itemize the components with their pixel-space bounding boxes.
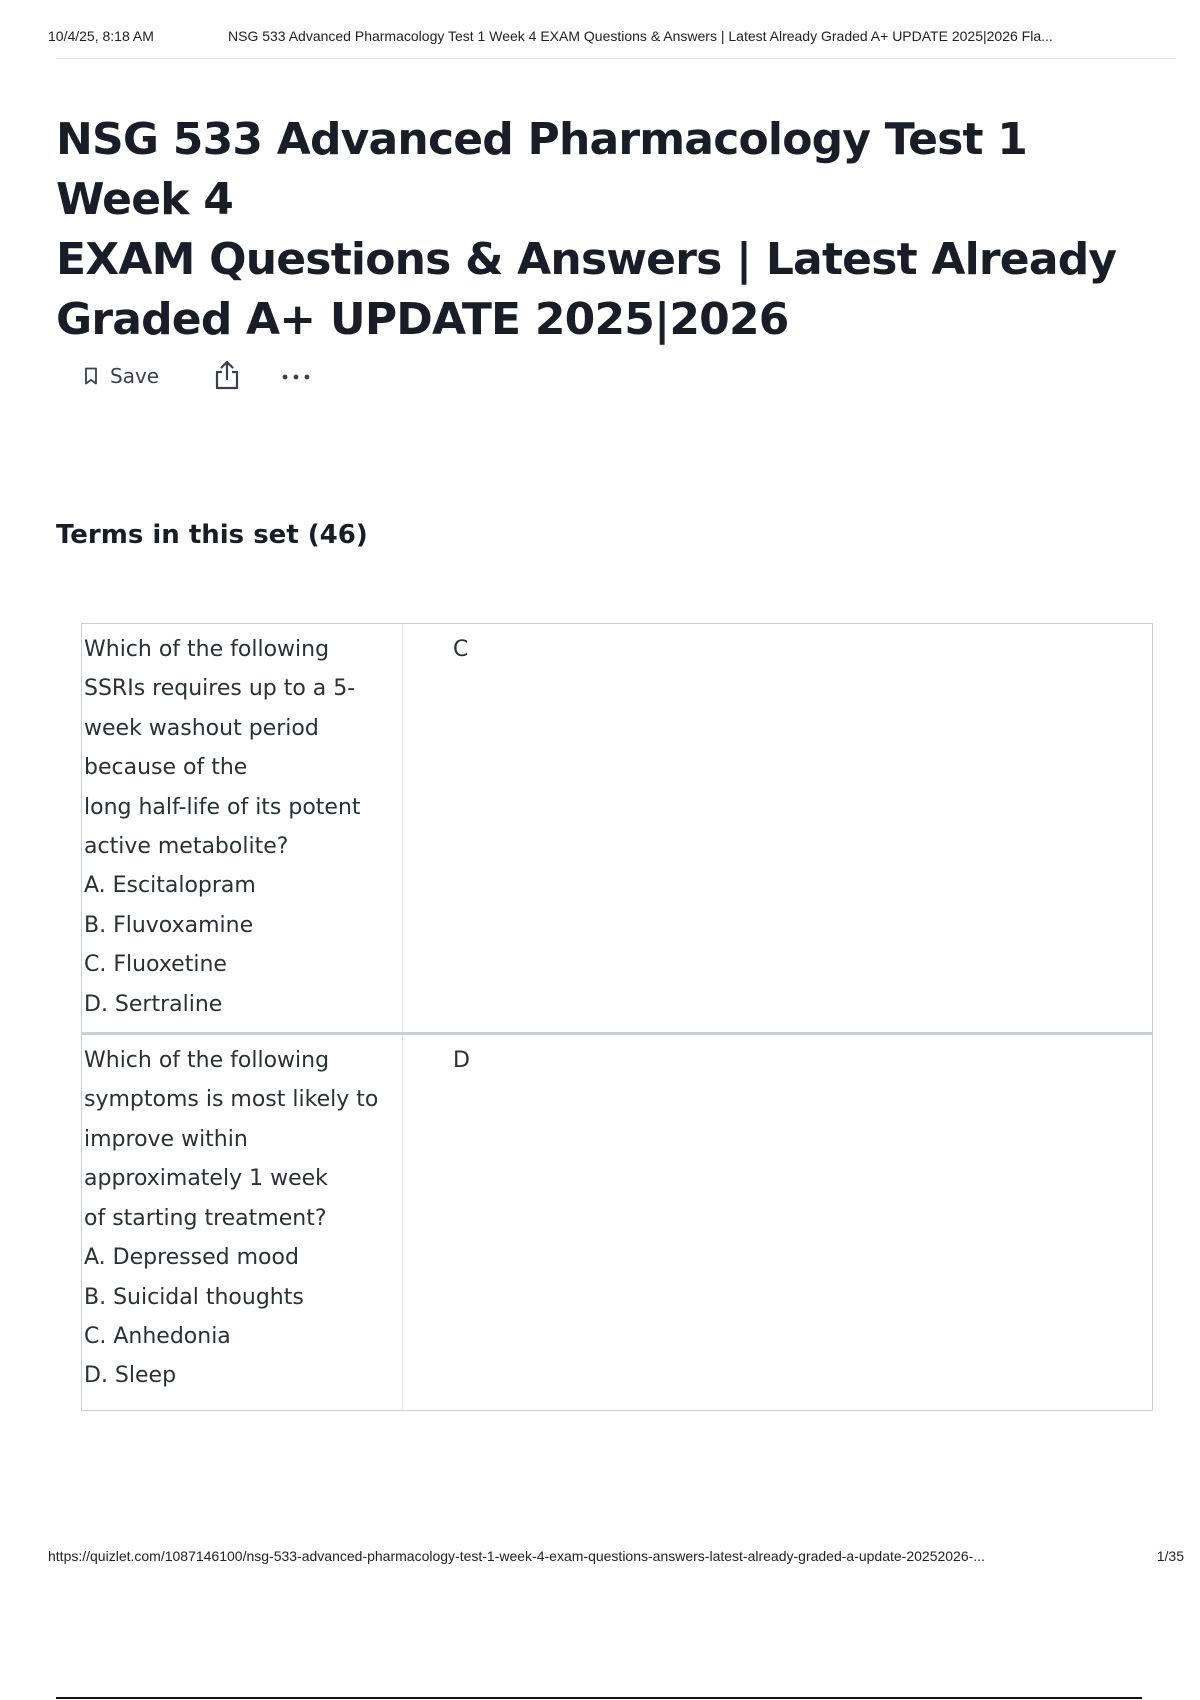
term-card[interactable] <box>81 1033 1153 1411</box>
print-timestamp: 10/4/25, 8:18 AM <box>48 28 154 44</box>
page-title-line: EXAM Questions & Answers | Latest Already <box>56 234 1117 285</box>
terms-list <box>81 623 1153 1411</box>
answer-option: C. Anhedonia <box>84 1323 231 1349</box>
answer-option: D. Sertraline <box>84 991 223 1017</box>
more-options-button[interactable] <box>281 369 311 384</box>
answer-option: B. Suicidal thoughts <box>84 1284 304 1310</box>
answer-option: C. Fluoxetine <box>84 952 227 978</box>
term-question <box>82 624 403 1032</box>
page-title-line: NSG 533 Advanced Pharmacology Test 1 Week 4 <box>56 114 1028 225</box>
save-button-label: Save <box>110 364 160 388</box>
share-icon <box>213 360 241 393</box>
question-line: week washout period <box>84 715 319 741</box>
print-doc-title: NSG 533 Advanced Pharmacology Test 1 Week 4 EXAM Questions & Answers | Latest Already Graded A+ UPDATE 2025|2026 Fla... <box>228 28 1053 44</box>
set-toolbar <box>84 358 311 394</box>
term-question <box>82 1035 403 1410</box>
page-title <box>56 110 1166 350</box>
term-answer: C <box>453 637 469 662</box>
question-line: symptoms is most likely to <box>84 1087 379 1113</box>
question-line: Which of the following <box>84 1048 330 1074</box>
question-line: active metabolite? <box>84 834 289 860</box>
page-title-line: Graded A+ UPDATE 2025|2026 <box>56 294 789 345</box>
question-line: improve within <box>84 1126 248 1152</box>
page-bottom-divider <box>56 1697 1142 1699</box>
question-line: SSRIs requires up to a 5- <box>84 676 356 702</box>
answer-option: A. Depressed mood <box>84 1245 299 1271</box>
save-button[interactable] <box>84 364 159 388</box>
answer-option: B. Fluvoxamine <box>84 912 254 938</box>
share-button[interactable] <box>213 360 241 393</box>
bookmark-icon <box>84 367 98 385</box>
header-divider <box>56 58 1176 59</box>
page-number: 1/35 <box>1156 1548 1184 1564</box>
question-line: approximately 1 week <box>84 1166 328 1192</box>
term-card[interactable] <box>81 623 1153 1033</box>
answer-option: A. Escitalopram <box>84 873 256 899</box>
question-line: Which of the following <box>84 637 330 662</box>
print-url: https://quizlet.com/1087146100/nsg-533-advanced-pharmacology-test-1-week-4-exam-questions-answers-latest-already-graded-a-update-20252026-... <box>48 1548 985 1564</box>
question-line: of starting treatment? <box>84 1205 327 1231</box>
terms-heading: Terms in this set (46) <box>56 520 368 550</box>
print-header <box>48 28 1172 52</box>
more-options-icon <box>281 369 311 384</box>
term-answer: D <box>453 1048 470 1074</box>
question-line: long half-life of its potent <box>84 794 361 820</box>
question-line: because of the <box>84 755 248 781</box>
answer-option: D. Sleep <box>84 1363 177 1389</box>
